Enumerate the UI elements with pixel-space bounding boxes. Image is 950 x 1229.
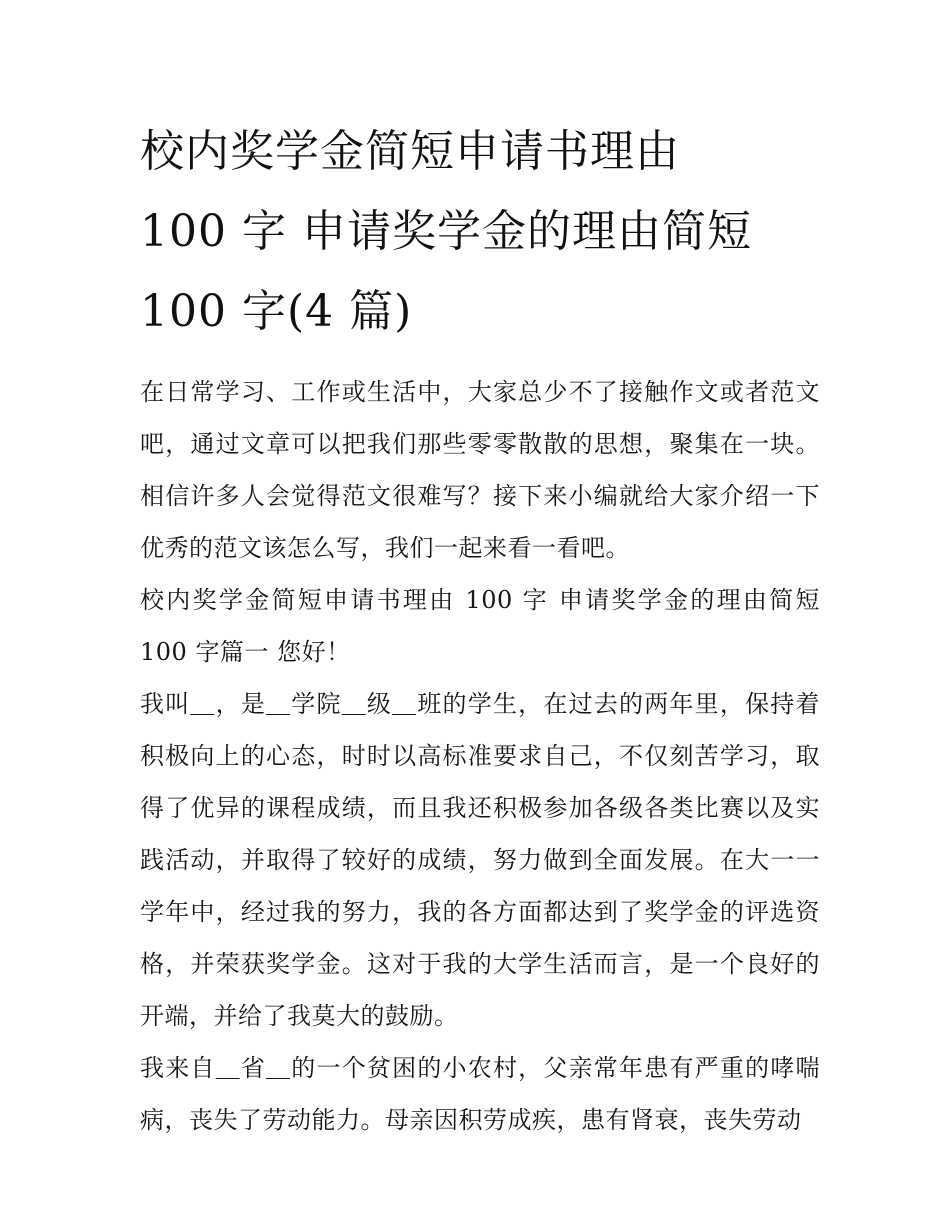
body-paragraph-1: 我叫＿，是＿学院＿级＿班的学生，在过去的两年里，保持着积极向上的心态，时时以高标准要求自己，不仅刻苦学习，取得了优异的课程成绩，而且我还积极参加各级各类比赛以及实践活动，并取得了较好的成绩，努力做到全面发展。在大一一学年中，经过我的努力，我的各方面都达到了奖学金的评选资格，并荣获奖学金。这对于我的大学生活而言，是一个良好的开端，并给了我莫大的鼓励。	[140, 690, 820, 1030]
title-line-1: 校内奖学金简短申请书理由	[140, 126, 680, 177]
body-paragraph-2: 我来自＿省＿的一个贫困的小农村，父亲常年患有严重的哮喘病，丧失了劳动能力。母亲因积劳成疾，患有肾衰，丧失劳动	[140, 1054, 820, 1134]
title-line-2: 100 字 申请奖学金的理由简短	[140, 206, 752, 257]
document-content	[140, 112, 820, 1146]
document-title	[140, 112, 820, 352]
section-heading-paragraph: 校内奖学金简短申请书理由 100 字 申请奖学金的理由简短 100 字篇一 您好！	[140, 586, 820, 666]
intro-paragraph: 在日常学习、工作或生活中，大家总少不了接触作文或者范文吧，通过文章可以把我们那些零零散散的思想，聚集在一块。相信许多人会觉得范文很难写？接下来小编就给大家介绍一下优秀的范文该怎么写，我们一起来看一看吧。	[140, 378, 820, 562]
title-line-3: 100 字(4 篇)	[140, 286, 413, 337]
